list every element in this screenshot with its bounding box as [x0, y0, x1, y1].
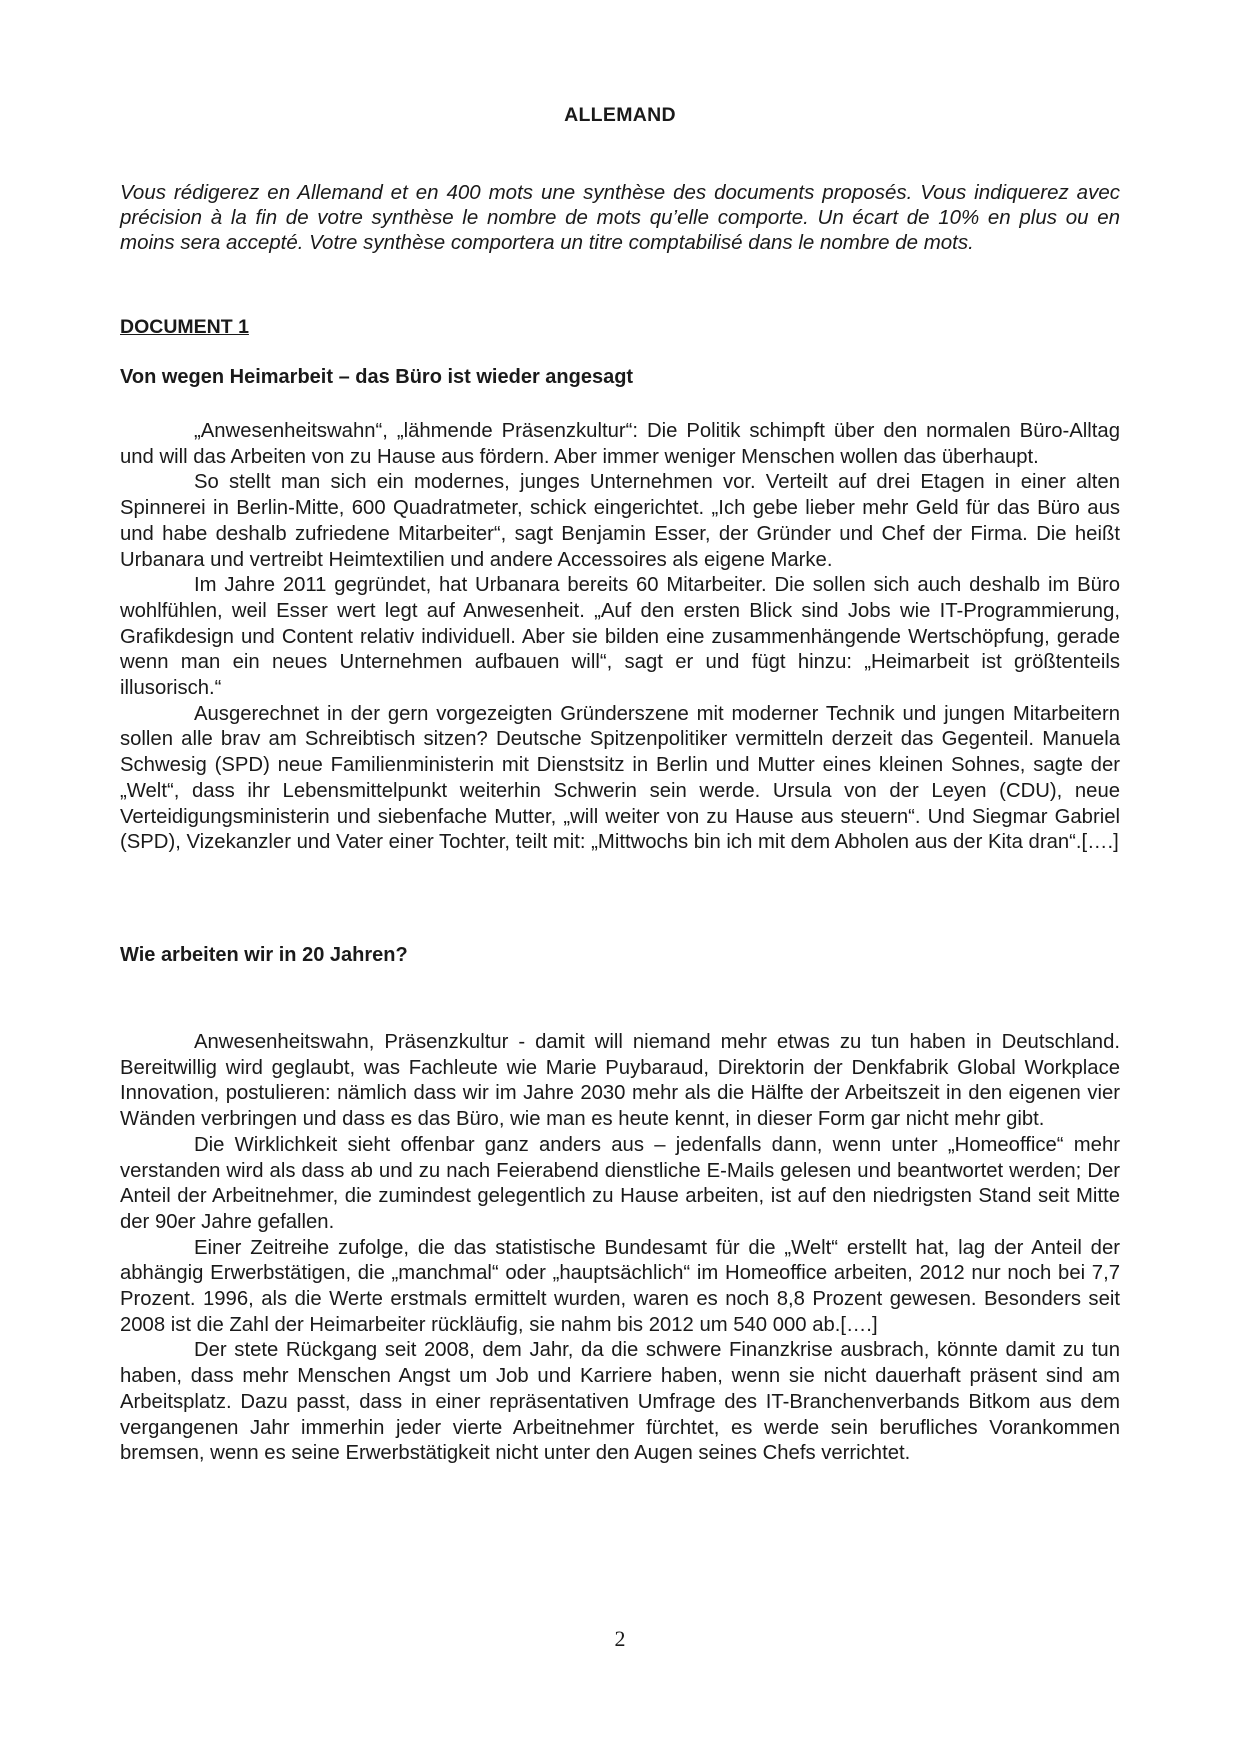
paragraph: „Anwesenheitswahn“, „lähmende Präsenzkultur“: Die Politik schimpft über den normalen Büro-Alltag und will das Arbeiten von zu Hause aus fördern. Aber immer weniger Menschen wollen das überhaupt.	[120, 420, 1120, 468]
section-heading-2: Wie arbeiten wir in 20 Jahren?	[120, 944, 408, 966]
instructions-text: Vous rédigerez en Allemand et en 400 mots une synthèse des documents proposés. Vous indiquerez avec précision à la fin de votre synthèse le nombre de mots qu’elle comporte. Un écart de 10% en plus ou en moins sera accepté. Votre synthèse comportera un titre comptabilisé dans le nombre de mots.	[120, 181, 1120, 254]
paragraph: Ausgerechnet in der gern vorgezeigten Gründerszene mit moderner Technik und jungen Mitarbeitern sollen alle brav am Schreibtisch sitzen? Deutsche Spitzenpolitiker vermitteln derzeit das Gegenteil. Manuela Schwesig (SPD) neue Familienministerin mit Dienstsitz in Berlin und Mutter eines kleinen Sohnes, sagte der „Welt“, dass ihr Lebensmittelpunkt weiterhin Schwerin sein werde. Ursula von der Leyen (CDU), neue Verteidigungsministerin und siebenfache Mutter, „will weiter von zu Hause aus steuern“. Und Siegmar Gabriel (SPD), Vizekanzler und Vater einer Tochter, teilt mit: „Mittwochs bin ich mit dem Abholen aus der Kita dran“.[….]	[120, 702, 1120, 854]
paragraph: Einer Zeitreihe zufolge, die das statistische Bundesamt für die „Welt“ erstellt hat, lag der Anteil der abhängig Erwerbstätigen, die „manchmal“ oder „hauptsächlich“ im Homeoffice arbeiten, 2012 nur noch bei 7,7 Prozent. 1996, als die Werte erstmals ermittelt wurden, waren es noch 8,8 Prozent gewesen. Besonders seit 2008 ist die Zahl der Heimarbeiter rückläufig, sie nahm bis 2012 um 540 000 ab.[….]	[120, 1236, 1120, 1336]
paragraph: Anwesenheitswahn, Präsenzkultur - damit will niemand mehr etwas zu tun haben in Deutschland. Bereitwillig wird geglaubt, was Fachleute wie Marie Puybaraud, Direktorin der Denkfabrik Global Workplace Innovation, postulieren: nämlich dass wir im Jahre 2030 mehr als die Hälfte der Arbeitszeit in den eigenen vier Wänden verbringen und dass es das Büro, wie man es heute kennt, in dieser Form gar nicht mehr gibt.	[120, 1031, 1120, 1131]
paragraph: Im Jahre 2011 gegründet, hat Urbanara bereits 60 Mitarbeiter. Die sollen sich auch deshalb im Büro wohlfühlen, weil Esser wert legt auf Anwesenheit. „Auf den ersten Blick sind Jobs wie IT-Programmierung, Grafikdesign und Content relativ individuell. Aber sie bilden eine zusammenhängende Wertschöpfung, gerade wenn man ein neues Unternehmen aufbauen will“, sagt er und fügt hinzu: „Heimarbeit ist größtenteils illusorisch.“	[120, 574, 1120, 700]
section-body-2	[120, 1030, 1120, 1467]
document-page	[120, 0, 1120, 1754]
section-heading-1: Von wegen Heimarbeit – das Büro ist wieder angesagt	[120, 366, 634, 388]
page-number: 2	[614, 1626, 626, 1651]
page-title: ALLEMAND	[564, 104, 676, 126]
document-label: DOCUMENT 1	[120, 316, 249, 338]
paragraph: Der stete Rückgang seit 2008, dem Jahr, da die schwere Finanzkrise ausbrach, könnte damit zu tun haben, dass mehr Menschen Angst um Job und Karriere haben, wenn sie nicht dauerhaft präsent sind am Arbeitsplatz. Dazu passt, dass in einer repräsentativen Umfrage des IT-Branchenverbands Bitkom aus dem vergangenen Jahr immerhin jeder vierte Arbeitnehmer fürchtet, es werde sein berufliches Vorankommen bremsen, wenn es seine Erwerbstätigkeit nicht unter den Augen seines Chefs verrichtet.	[120, 1339, 1120, 1465]
paragraph: Die Wirklichkeit sieht offenbar ganz anders aus – jedenfalls dann, wenn unter „Homeoffice“ mehr verstanden wird als dass ab und zu nach Feierabend dienstliche E-Mails gelesen und beantwortet werden; Der Anteil der Arbeitnehmer, die zumindest gelegentlich zu Hause arbeiten, ist auf den niedrigsten Stand seit Mitte der 90er Jahre gefallen.	[120, 1133, 1120, 1233]
paragraph: So stellt man sich ein modernes, junges Unternehmen vor. Verteilt auf drei Etagen in einer alten Spinnerei in Berlin-Mitte, 600 Quadratmeter, schick eingerichtet. „Ich gebe lieber mehr Geld für das Büro aus und habe deshalb zufriedene Mitarbeiter“, sagt Benjamin Esser, der Gründer und Chef der Firma. Die heißt Urbanara und vertreibt Heimtextilien und andere Accessoires als eigene Marke.	[120, 471, 1120, 571]
section-body-1	[120, 419, 1120, 856]
